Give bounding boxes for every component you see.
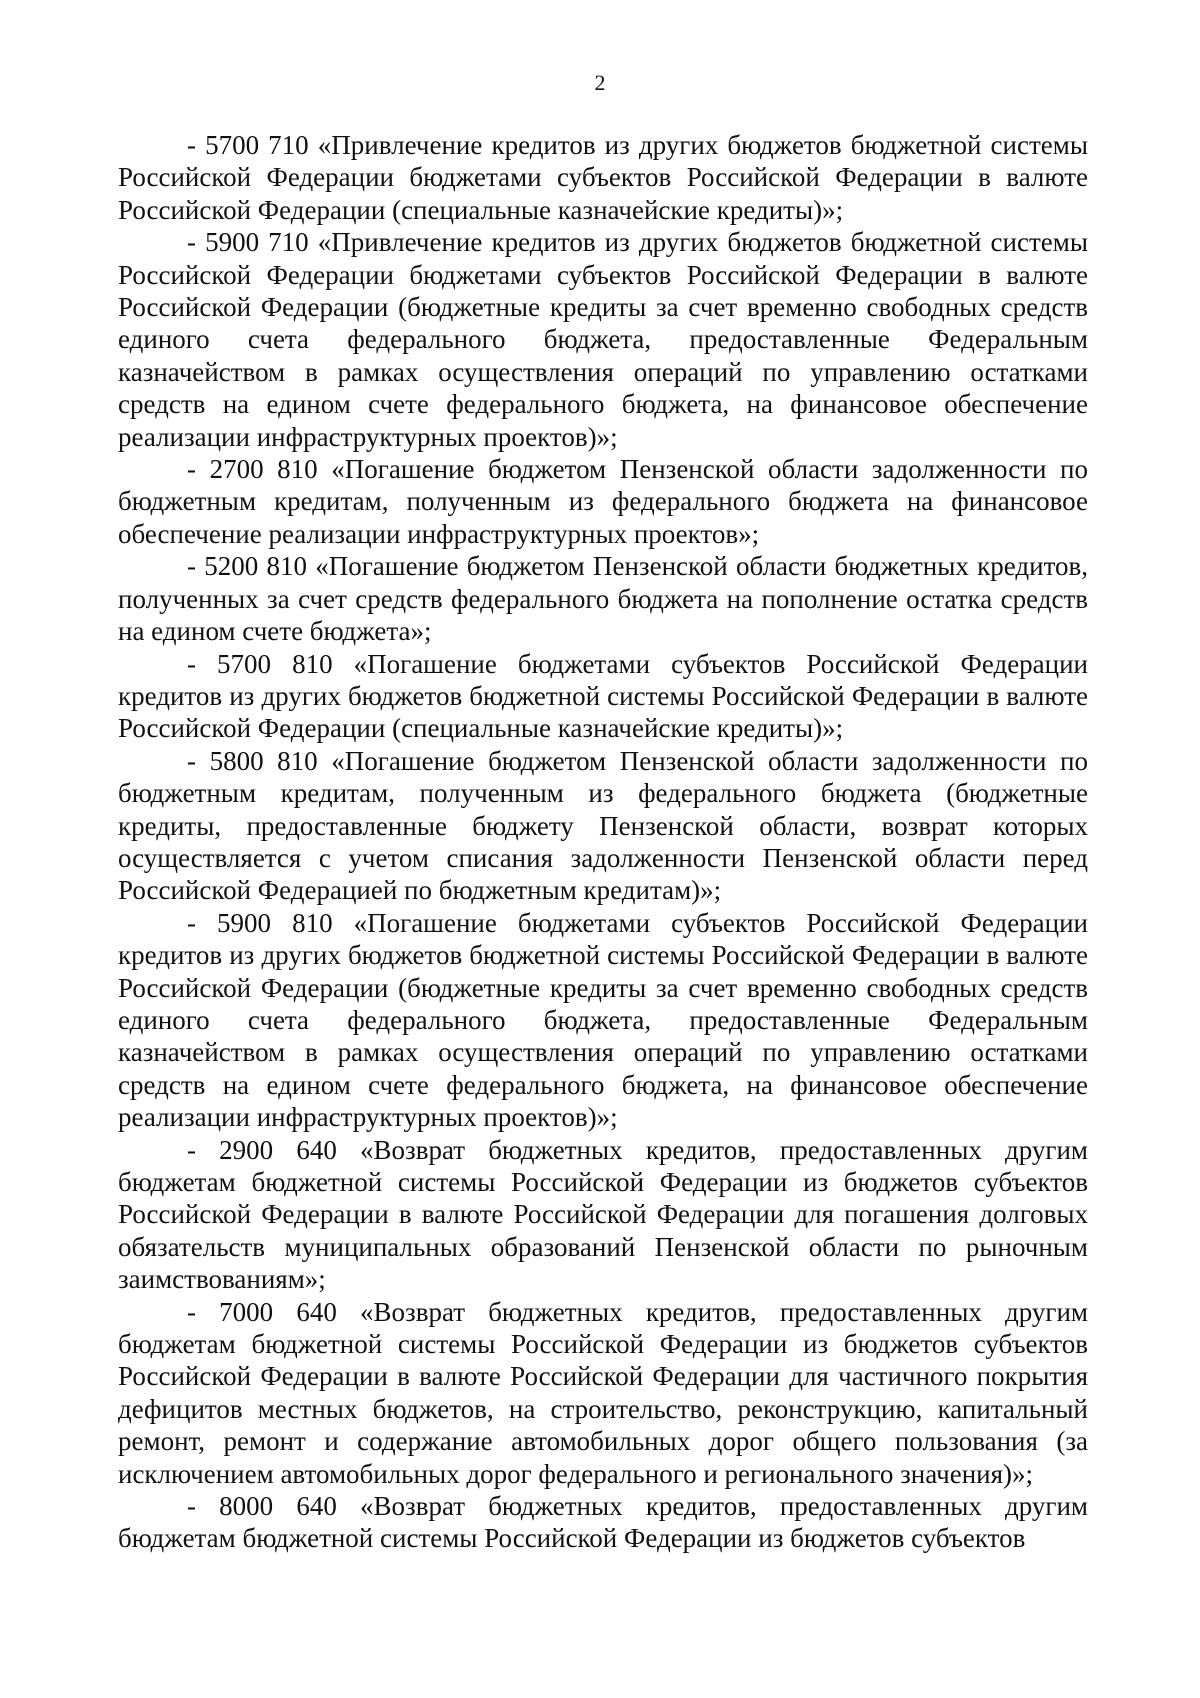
page-number: 2 bbox=[594, 70, 606, 95]
budget-code: - 7000 640 bbox=[187, 1296, 337, 1327]
budget-code: - 5700 810 bbox=[187, 648, 333, 679]
budget-code-description: «Привлечение кредитов из других бюджетов бюджетной системы Российской Федерации бюджетами субъектов Российской Федерации в валюте Российской Федерации (бюджетные кредиты за счет временно свободных средств единого счета федерального бюджета, предоставленные Федеральным казначейством в рамках осуществления операций по управлению остатками средств на едином счете федерального бюджета, на финансовое обеспечение реализации инфраструктурных проектов)»; bbox=[118, 227, 1088, 452]
budget-code-paragraph bbox=[118, 648, 1088, 745]
budget-code-description: «Привлечение кредитов из других бюджетов бюджетной системы Российской Федерации бюджетами субъектов Российской Федерации в валюте Российской Федерации (специальные казначейские кредиты)»; bbox=[118, 130, 1088, 225]
budget-code: - 5800 810 bbox=[187, 745, 318, 776]
budget-code-paragraph bbox=[118, 745, 1088, 907]
budget-code-paragraph bbox=[118, 550, 1088, 647]
budget-code: - 2700 810 bbox=[187, 454, 318, 485]
budget-code: - 5900 810 bbox=[187, 907, 333, 938]
document-body bbox=[118, 129, 1088, 1555]
budget-code-description: «Погашение бюджетом Пензенской области задолженности по бюджетным кредитам, полученным из федерального бюджета на финансовое обеспечение реализации инфраструктурных проектов»; bbox=[118, 454, 1088, 549]
budget-code-paragraph bbox=[118, 129, 1088, 226]
budget-code-paragraph bbox=[118, 1490, 1088, 1555]
budget-code: - 5900 710 bbox=[187, 227, 309, 258]
budget-code-paragraph bbox=[118, 226, 1088, 453]
budget-code: - 8000 640 bbox=[187, 1491, 337, 1522]
budget-code: - 2900 640 bbox=[187, 1134, 337, 1165]
budget-code: - 5700 710 bbox=[187, 130, 309, 160]
budget-code-description: «Возврат бюджетных кредитов, предоставленных другим бюджетам бюджетной системы Российской Федерации из бюджетов субъектов Российской Федерации в валюте Российской Федерации для погашения долговых обязательств муниципальных образований Пензенской области по рыночным заимствованиям»; bbox=[118, 1134, 1088, 1295]
budget-code-paragraph bbox=[118, 907, 1088, 1134]
budget-code-description: «Погашение бюджетом Пензенской области задолженности по бюджетным кредитам, полученным из федерального бюджета (бюджетные кредиты, предоставленные бюджету Пензенской области, возврат которых осуществляется с учетом списания задолженности Пензенской области перед Российской Федерацией по бюджетным кредитам)»; bbox=[118, 745, 1088, 906]
budget-code-paragraph bbox=[118, 453, 1088, 550]
budget-code-description: «Погашение бюджетами субъектов Российской Федерации кредитов из других бюджетов бюджетной системы Российской Федерации в валюте Российской Федерации (специальные казначейские кредиты)»; bbox=[118, 648, 1089, 744]
budget-code: - 5200 810 bbox=[187, 551, 307, 582]
budget-code-paragraph bbox=[118, 1134, 1088, 1296]
budget-code-description: «Возврат бюджетных кредитов, предоставленных другим бюджетам бюджетной системы Российской Федерации из бюджетов субъектов Российской Федерации в валюте Российской Федерации для частичного покрытия дефицитов местных бюджетов, на строительство, реконструкцию, капитальный ремонт, ремонт и содержание автомобильных дорог общего пользования (за исключением автомобильных дорог федерального и регионального значения)»; bbox=[118, 1296, 1088, 1489]
budget-code-description: «Погашение бюджетом Пензенской области бюджетных кредитов, полученных за счет средств федерального бюджета на пополнение остатка средств на едином счете бюджета»; bbox=[118, 551, 1089, 647]
budget-code-description: «Погашение бюджетами субъектов Российской Федерации кредитов из других бюджетов бюджетной системы Российской Федерации в валюте Российской Федерации (бюджетные кредиты за счет временно свободных средств единого счета федерального бюджета, предоставленные Федеральным казначейством в рамках осуществления операций по управлению остатками средств на едином счете федерального бюджета, на финансовое обеспечение реализации инфраструктурных проектов)»; bbox=[118, 907, 1089, 1133]
budget-code-description: «Возврат бюджетных кредитов, предоставленных другим бюджетам бюджетной системы Российской Федерации из бюджетов субъектов bbox=[118, 1491, 1088, 1554]
budget-code-paragraph bbox=[118, 1296, 1088, 1490]
